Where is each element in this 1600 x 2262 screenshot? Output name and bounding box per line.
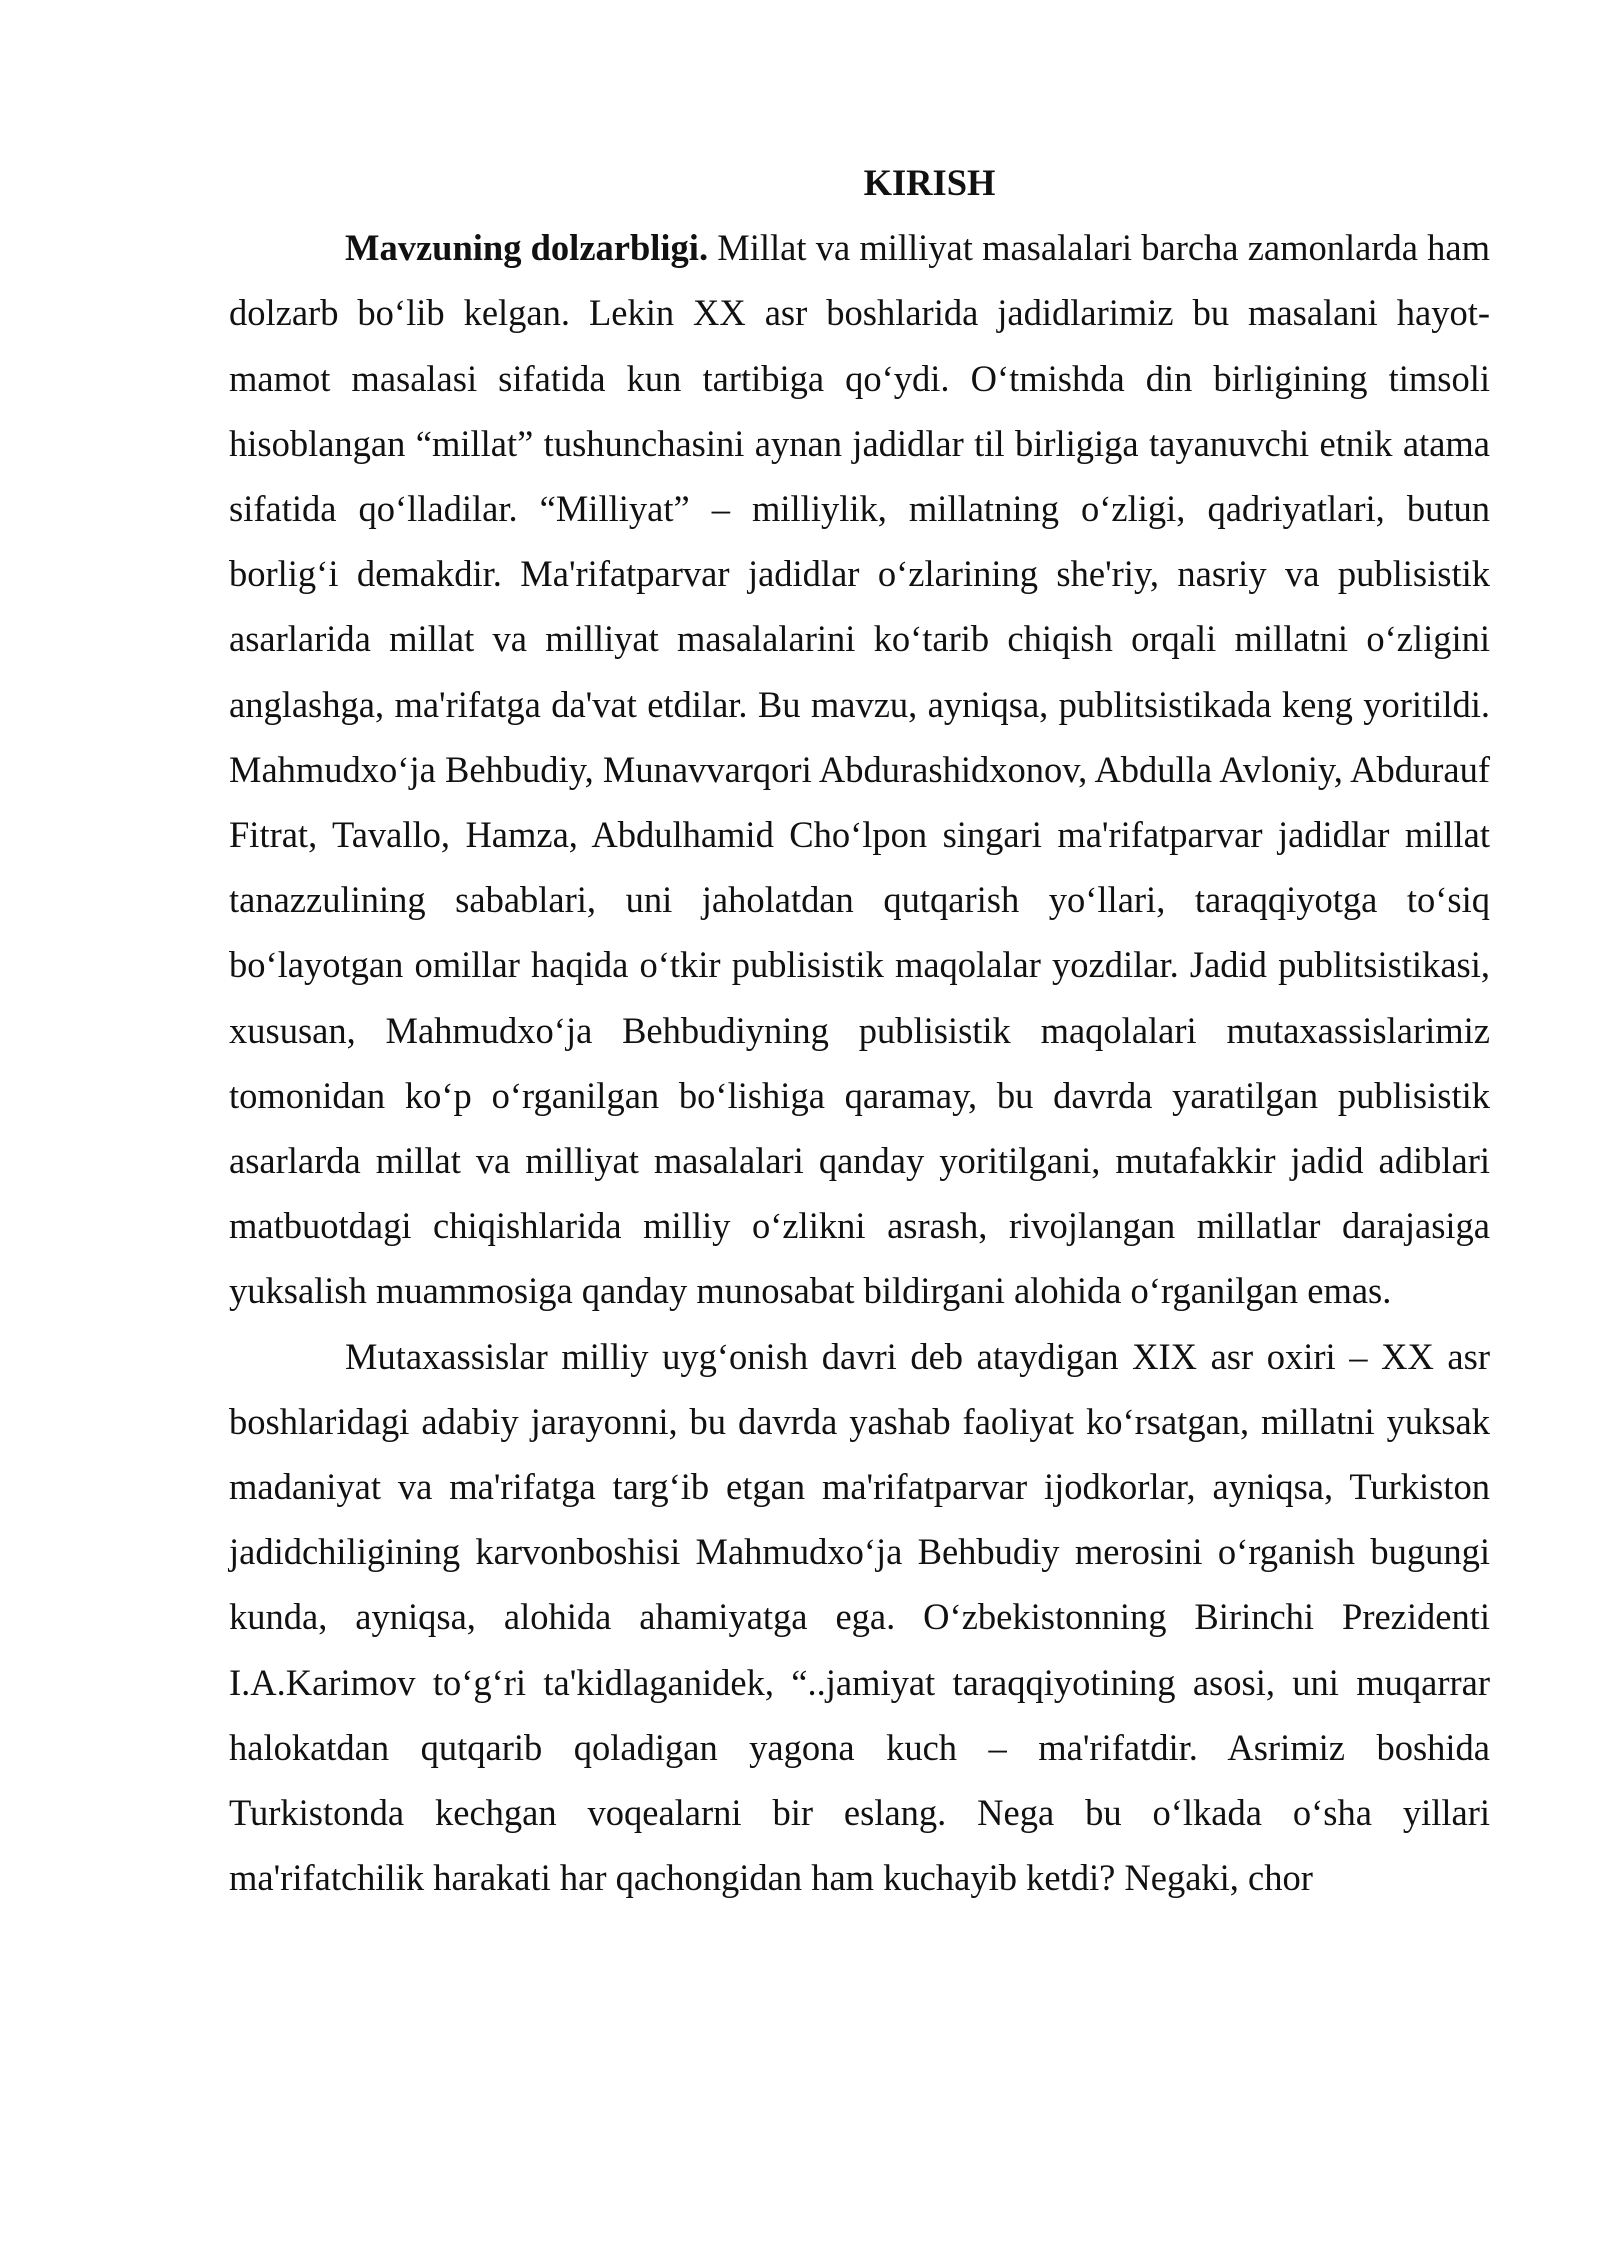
section-title: KIRISH [863,162,996,203]
paragraph-relevance [229,215,1490,1323]
paragraph-lead: Mavzuning dolzarbligi. [345,227,709,269]
paragraph-specialists: Mutaxassislar milliy uyg‘onish davri deb ataydigan XIX asr oxiri – XX asr boshlaridagi adabiy jarayonni, bu davrda yashab faoliyat ko‘rsatgan, millatni yuksak madaniyat va ma'rifatga targ‘ib etgan ma'rifatparvar ijodkorlar, ayniqsa, Turkiston jadidchiligining karvonboshisi Mahmudxo‘ja Behbudiy merosini o‘rganish bugungi kunda, ayniqsa, alohida ahamiyatga ega. O‘zbekistonning Birinchi Prezidenti I.A.Karimov to‘g‘ri ta'kidlaganidek, “..jamiyat taraqqiyotining asosi, uni muqarrar halokatdan qutqarib qoladigan yagona kuch – ma'rifatdir. Asrimiz boshida Turkistonda kechgan voqealarni bir eslang. Nega bu o‘lkada o‘sha yillari ma'rifatchilik harakati har qachongidan ham kuchayib ketdi? Negaki, chor [229,1335,1490,1899]
paragraph-text: Millat va milliyat masalalari barcha zamonlarda ham dolzarb bo‘lib kelgan. Lekin XX asr boshlarida jadidlarimiz bu masalani hayot-mamot masalasi sifatida kun tartibiga qo‘ydi. O‘tmishda din birligining timsoli hisoblangan “millat” tushunchasini aynan jadidlar til birligiga tayanuvchi etnik atama sifatida qo‘lladilar. “Milliyat” – milliylik, millatning o‘zligi, qadriyatlari, butun borlig‘i demakdir. Ma'rifatparvar jadidlar o‘zlarining she'riy, nasriy va publisistik asarlarida millat va milliyat masalalarini ko‘tarib chiqish orqali millatni o‘zligini anglashga, ma'rifatga da'vat etdilar. Bu mavzu, ayniqsa, publitsistikada keng yoritildi. Mahmudxo‘ja Behbudiy, Munavvarqori Abdurashidxonov, Abdulla Avloniy, Abdurauf Fitrat, Tavallo, Hamza, Abdulhamid Cho‘lpon singari ma'rifatparvar jadidlar millat tanazzulining sabablari, uni jaholatdan qutqarish yo‘llari, taraqqiyotga to‘siq bo‘layotgan omillar haqida o‘tkir publisistik maqolalar yozdilar. Jadid publitsistikasi, xususan, Mahmudxo‘ja Behbudiyning publisistik maqolalari mutaxassislarimiz tomonidan ko‘p o‘rganilgan bo‘lishiga qaramay, bu davrda yaratilgan publisistik asarlarda millat va milliyat masalalari qanday yoritilgani, mutafakkir jadid adiblari matbuotdagi chiqishlarida milliy o‘zlikni asrash, rivojlangan millatlar darajasiga yuksalish muammosiga qanday munosabat bildirgani alohida o‘rganilgan emas. [229,227,1490,1312]
document-body [229,150,1490,1910]
